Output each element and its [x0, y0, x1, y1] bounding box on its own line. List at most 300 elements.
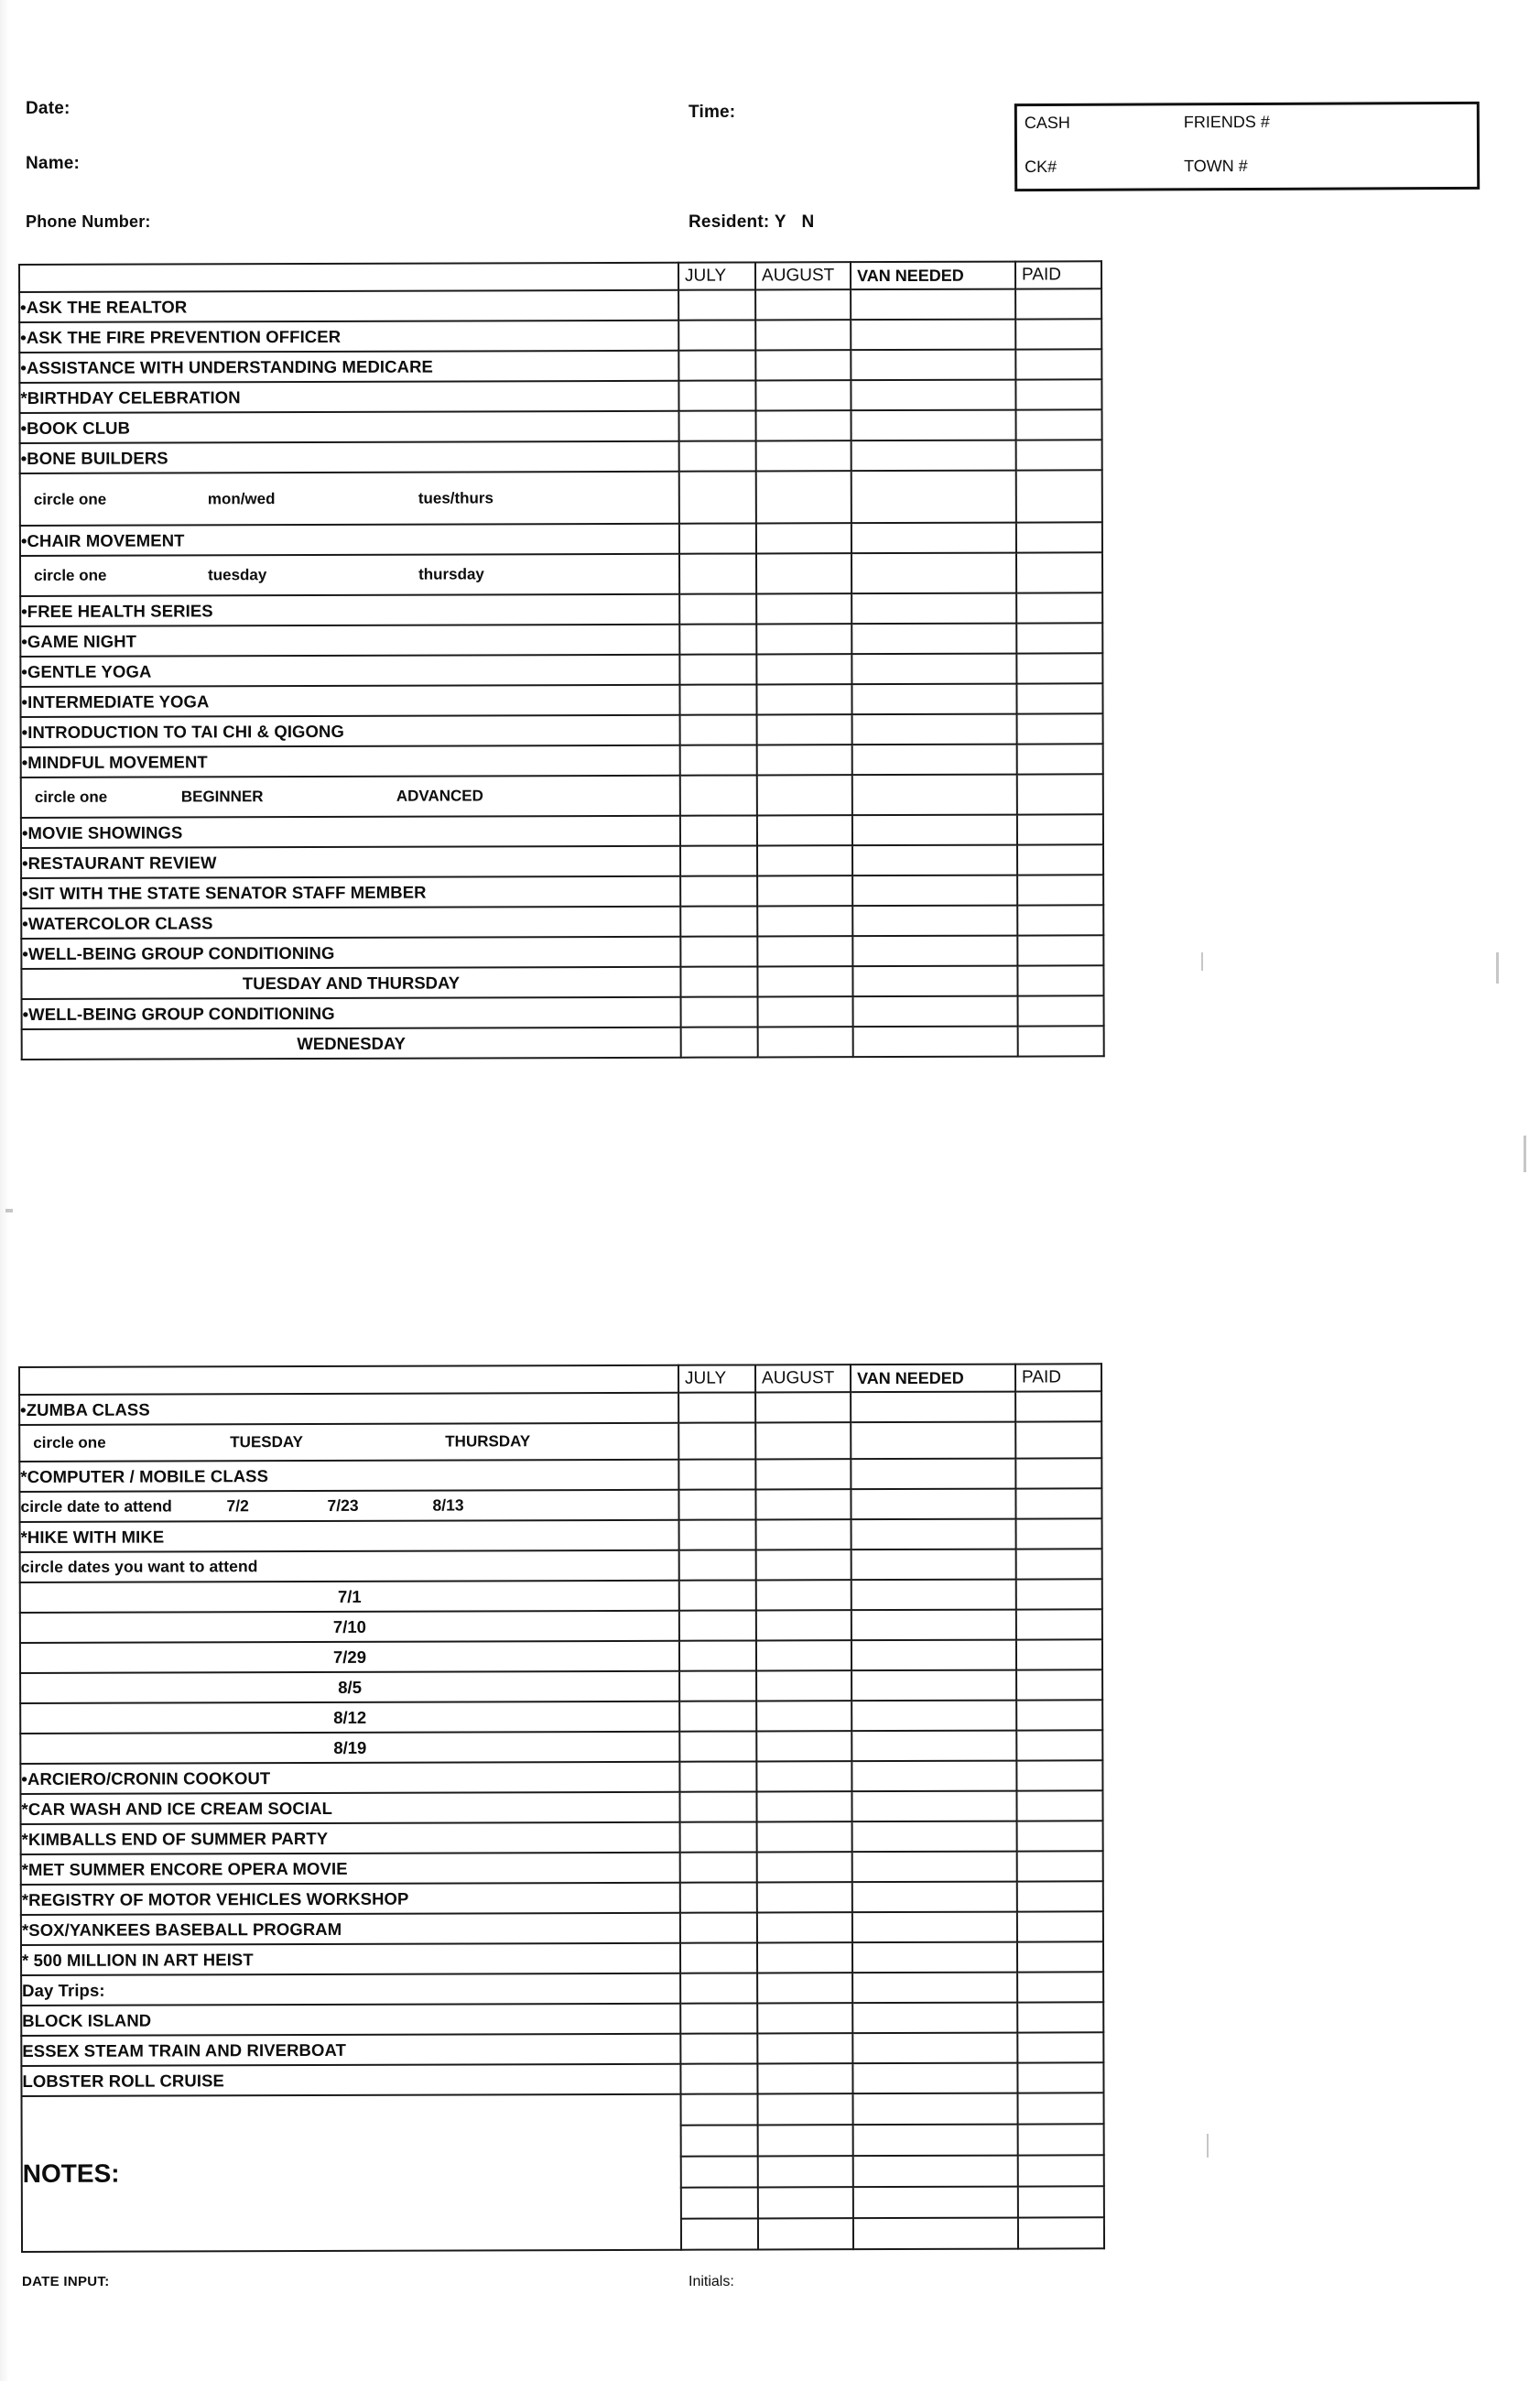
checkbox-cell[interactable] [1016, 653, 1102, 683]
table-row [20, 683, 1102, 717]
checkbox-cell[interactable] [1016, 1760, 1102, 1790]
checkbox-cell[interactable] [851, 350, 1015, 381]
checkbox-cell[interactable] [681, 2218, 758, 2249]
table-row [20, 470, 1102, 526]
checkbox-cell[interactable] [1017, 1972, 1103, 2002]
hike-date-option[interactable]: 7/10 [20, 1611, 679, 1643]
checkbox-cell[interactable] [852, 2033, 1017, 2064]
checkbox-cell[interactable] [1015, 1391, 1101, 1421]
checkbox-cell[interactable] [681, 2156, 758, 2187]
friends-number-label: FRIENDS # [1183, 112, 1270, 132]
checkbox-cell[interactable] [757, 936, 852, 966]
checkbox-cell[interactable] [680, 1912, 757, 1942]
program-name-cell[interactable]: •ARCIERO/CRONIN COOKOUT [20, 1762, 679, 1794]
checkbox-cell[interactable] [851, 1670, 1016, 1701]
checkbox-cell[interactable] [1018, 1026, 1104, 1056]
checkbox-cell[interactable] [852, 714, 1017, 745]
checkbox-cell[interactable] [679, 1549, 756, 1580]
circle-one-row[interactable] [20, 554, 679, 596]
checkbox-cell[interactable] [757, 1912, 852, 1942]
checkbox-cell[interactable] [758, 2187, 853, 2218]
checkbox-cell[interactable] [1017, 774, 1103, 814]
circle-option-2[interactable]: thursday [418, 565, 484, 583]
checkbox-cell[interactable] [851, 1422, 1015, 1460]
table-row [20, 623, 1102, 657]
checkbox-cell[interactable] [678, 1422, 755, 1459]
table-row [21, 713, 1103, 747]
checkbox-cell[interactable] [851, 380, 1015, 411]
checkbox-cell[interactable] [756, 471, 851, 523]
program-name-cell[interactable]: •GENTLE YOGA [20, 655, 679, 687]
checkbox-cell[interactable] [679, 1761, 756, 1791]
circle-option-2[interactable]: ADVANCED [396, 787, 483, 805]
checkbox-cell[interactable] [852, 745, 1017, 776]
checkbox-cell[interactable] [1017, 965, 1103, 995]
checkbox-cell[interactable] [851, 593, 1016, 625]
checkbox-cell[interactable] [757, 775, 852, 815]
checkbox-cell[interactable] [851, 410, 1016, 441]
program-name-cell[interactable]: ESSEX STEAM TRAIN AND RIVERBOAT [21, 2034, 680, 2066]
checkbox-cell[interactable] [1017, 2093, 1103, 2124]
checkbox-cell[interactable] [1015, 379, 1101, 409]
checkbox-cell[interactable] [853, 2125, 1018, 2157]
checkbox-cell[interactable] [1017, 1911, 1103, 1941]
circle-option-1[interactable]: TUESDAY [230, 1433, 303, 1451]
checkbox-cell[interactable] [680, 775, 757, 815]
checkbox-cell[interactable] [756, 684, 851, 714]
program-name-cell[interactable]: •ASK THE REALTOR [19, 290, 678, 322]
checkbox-cell[interactable] [1017, 1881, 1103, 1911]
checkbox-cell[interactable] [680, 2063, 757, 2093]
table-row [21, 744, 1103, 777]
checkbox-cell[interactable] [680, 2003, 757, 2033]
checkbox-cell[interactable] [852, 906, 1017, 937]
program-name-cell[interactable]: •CHAIR MOVEMENT [20, 524, 679, 556]
checkbox-cell[interactable] [1016, 470, 1102, 522]
hike-date-option[interactable]: 8/19 [20, 1732, 679, 1764]
checkbox-cell[interactable] [1016, 1579, 1102, 1609]
checkbox-cell[interactable] [756, 1670, 851, 1701]
scan-speck [1524, 1136, 1526, 1172]
checkbox-cell[interactable] [757, 1942, 852, 1973]
checkbox-cell[interactable] [1018, 2155, 1104, 2186]
checkbox-cell[interactable] [851, 1701, 1016, 1732]
checkbox-cell[interactable] [851, 1731, 1016, 1762]
checkbox-cell[interactable] [679, 1701, 756, 1731]
table-header-row [19, 261, 1101, 292]
program-name-cell[interactable]: *MET SUMMER ENCORE OPERA MOVIE [21, 1853, 680, 1885]
checkbox-cell[interactable] [756, 654, 851, 684]
checkbox-cell[interactable] [680, 906, 757, 936]
circle-one-lead: circle one [33, 1433, 106, 1451]
checkbox-cell[interactable] [852, 936, 1017, 967]
program-name-cell[interactable]: •ASK THE FIRE PREVENTION OFFICER [19, 321, 678, 353]
checkbox-cell[interactable] [851, 1392, 1015, 1423]
circle-one-lead: circle one [34, 788, 108, 806]
checkbox-cell[interactable] [1017, 744, 1103, 774]
checkbox-cell[interactable] [680, 745, 757, 775]
table-row [19, 379, 1101, 413]
checkbox-cell[interactable] [678, 1392, 755, 1422]
checkbox-cell[interactable] [852, 845, 1017, 876]
checkbox-cell[interactable] [1015, 288, 1101, 319]
circle-option-1[interactable]: mon/wed [207, 489, 276, 507]
resident-yes-no-options[interactable]: Y N [774, 212, 820, 232]
checkbox-cell[interactable] [758, 996, 853, 1027]
program-name-cell[interactable]: *COMPUTER / MOBILE CLASS [19, 1460, 678, 1492]
checkbox-cell[interactable] [680, 1821, 757, 1852]
checkbox-cell[interactable] [852, 966, 1017, 997]
checkbox-cell[interactable] [755, 1422, 851, 1459]
circle-one-row[interactable] [19, 1423, 678, 1462]
checkbox-cell[interactable] [680, 2033, 757, 2063]
checkbox-cell[interactable] [678, 289, 755, 320]
table-row [20, 1639, 1102, 1673]
checkbox-cell[interactable] [755, 320, 851, 350]
checkbox-cell[interactable] [851, 1761, 1016, 1792]
checkbox-cell[interactable] [755, 289, 851, 320]
checkbox-cell[interactable] [755, 1489, 851, 1519]
checkbox-cell[interactable] [757, 2063, 852, 2093]
checkbox-cell[interactable] [851, 471, 1016, 524]
checkbox-cell[interactable] [758, 1027, 853, 1057]
checkbox-cell[interactable] [1016, 593, 1102, 623]
checkbox-cell[interactable] [679, 471, 756, 523]
checkbox-cell[interactable] [680, 845, 757, 875]
checkbox-cell[interactable] [851, 1580, 1016, 1611]
checkbox-cell[interactable] [758, 2218, 853, 2249]
checkbox-cell[interactable] [853, 1027, 1018, 1058]
checkbox-cell[interactable] [757, 906, 852, 936]
checkbox-cell[interactable] [852, 875, 1017, 907]
checkbox-cell[interactable] [1015, 1458, 1101, 1488]
checkbox-cell[interactable] [1016, 1609, 1102, 1639]
checkbox-cell[interactable] [1016, 1639, 1102, 1669]
table-row [21, 1972, 1103, 2006]
program-name-cell[interactable]: •BONE BUILDERS [20, 441, 679, 473]
checkbox-cell[interactable] [681, 2187, 758, 2218]
program-name-cell[interactable]: •MOVIE SHOWINGS [21, 816, 680, 848]
checkbox-cell[interactable] [851, 1549, 1016, 1581]
program-name-cell[interactable]: BLOCK ISLAND [21, 2004, 680, 2036]
checkbox-cell[interactable] [1018, 2124, 1104, 2155]
checkbox-cell[interactable] [679, 1791, 756, 1821]
checkbox-cell[interactable] [1018, 2217, 1104, 2248]
checkbox-cell[interactable] [1016, 1549, 1102, 1579]
checkbox-cell[interactable] [679, 1670, 756, 1701]
checkbox-cell[interactable] [1017, 905, 1103, 935]
program-name-cell[interactable]: •WELL-BEING GROUP CONDITIONING [21, 937, 680, 969]
checkbox-cell[interactable] [679, 684, 756, 714]
checkbox-cell[interactable] [681, 1027, 758, 1057]
circle-date-row[interactable] [19, 1490, 678, 1522]
checkbox-cell[interactable] [1016, 552, 1102, 593]
checkbox-cell[interactable] [679, 1731, 756, 1761]
circle-date-option[interactable]: 7/23 [327, 1495, 359, 1515]
table-row [20, 1579, 1102, 1613]
checkbox-cell[interactable] [1017, 2002, 1103, 2032]
checkbox-cell[interactable] [757, 2093, 852, 2125]
checkbox-cell[interactable] [757, 2033, 852, 2063]
checkbox-cell[interactable] [757, 714, 852, 745]
checkbox-cell[interactable] [853, 2156, 1018, 2188]
checkbox-cell[interactable] [1015, 1488, 1101, 1518]
checkbox-cell[interactable] [680, 1973, 757, 2003]
checkbox-cell[interactable] [757, 815, 852, 845]
checkbox-cell[interactable] [853, 2218, 1018, 2250]
checkbox-cell[interactable] [679, 1640, 756, 1670]
circle-date-option[interactable]: 7/2 [226, 1496, 249, 1516]
checkbox-cell[interactable] [756, 593, 851, 624]
column-header-paid: PAID [1015, 1364, 1101, 1391]
checkbox-cell[interactable] [680, 1942, 757, 1973]
program-name-cell[interactable]: •MINDFUL MOVEMENT [21, 745, 680, 777]
checkbox-cell[interactable] [757, 1973, 852, 2003]
checkbox-cell[interactable] [1016, 522, 1102, 552]
hike-date-option[interactable]: 8/5 [20, 1671, 679, 1703]
checkbox-cell[interactable] [680, 1852, 757, 1882]
checkbox-cell[interactable] [680, 815, 757, 845]
program-name-cell[interactable]: •BOOK CLUB [20, 411, 679, 443]
checkbox-cell[interactable] [679, 410, 756, 440]
checkbox-cell[interactable] [1016, 683, 1102, 713]
checkbox-cell[interactable] [1016, 1700, 1102, 1730]
checkbox-cell[interactable] [756, 1791, 851, 1821]
checkbox-cell[interactable] [851, 1791, 1016, 1822]
checkbox-cell[interactable] [756, 1701, 851, 1731]
checkbox-cell[interactable] [756, 410, 851, 440]
checkbox-cell[interactable] [851, 684, 1016, 715]
checkbox-cell[interactable] [680, 1882, 757, 1912]
checkbox-cell[interactable] [853, 996, 1018, 1027]
checkbox-cell[interactable] [756, 523, 851, 553]
checkbox-cell[interactable] [680, 875, 757, 906]
program-name-cell[interactable]: •SIT WITH THE STATE SENATOR STAFF MEMBER [21, 876, 680, 908]
column-header-label [19, 1365, 678, 1395]
checkbox-cell[interactable] [852, 1882, 1017, 1913]
program-name-cell[interactable]: •WATERCOLOR CLASS [21, 907, 680, 939]
checkbox-cell[interactable] [1016, 409, 1102, 440]
checkbox-cell[interactable] [852, 1912, 1017, 1943]
checkbox-cell[interactable] [757, 875, 852, 906]
table-row [20, 552, 1102, 596]
checkbox-cell[interactable] [852, 1973, 1017, 2004]
hike-date-option[interactable]: 7/1 [20, 1581, 679, 1613]
checkbox-cell[interactable] [1016, 623, 1102, 653]
checkbox-cell[interactable] [757, 745, 852, 775]
program-name-cell[interactable]: •WELL-BEING GROUP CONDITIONING [22, 997, 681, 1029]
checkbox-cell[interactable] [1015, 349, 1101, 379]
program-name-cell[interactable]: •GAME NIGHT [20, 625, 679, 657]
table-row [19, 1391, 1101, 1425]
checkbox-cell[interactable] [851, 654, 1016, 685]
circle-one-row[interactable] [21, 776, 680, 818]
checkbox-cell[interactable] [756, 440, 851, 471]
program-name-cell[interactable]: Day Trips: [21, 1973, 680, 2006]
checkbox-cell[interactable] [852, 2003, 1017, 2034]
checkbox-cell[interactable] [681, 2125, 758, 2156]
checkbox-cell[interactable] [851, 1640, 1016, 1671]
checkbox-cell[interactable] [851, 624, 1016, 655]
checkbox-cell[interactable] [757, 845, 852, 875]
checkbox-cell[interactable] [1017, 814, 1103, 844]
checkbox-cell[interactable] [1016, 1730, 1102, 1760]
checkbox-cell[interactable] [853, 2187, 1018, 2219]
column-header-august: AUGUST [755, 262, 851, 289]
checkbox-cell[interactable] [1016, 1669, 1102, 1700]
program-name-cell[interactable]: •RESTAURANT REVIEW [21, 846, 680, 878]
checkbox-cell[interactable] [679, 1610, 756, 1640]
scan-speck [1201, 952, 1203, 971]
checkbox-cell[interactable] [1017, 2062, 1103, 2093]
notes-row [22, 2093, 1104, 2127]
hike-date-option[interactable]: 8/12 [20, 1701, 679, 1734]
checkbox-cell[interactable] [756, 1761, 851, 1791]
checkbox-cell[interactable] [679, 624, 756, 654]
table-row [21, 1941, 1103, 1975]
program-name-cell[interactable]: •INTRODUCTION TO TAI CHI & QIGONG [21, 715, 680, 747]
checkbox-cell[interactable] [852, 2063, 1017, 2094]
checkbox-cell[interactable] [757, 1852, 852, 1882]
checkbox-cell[interactable] [852, 1942, 1017, 1973]
checkbox-cell[interactable] [681, 996, 758, 1027]
checkbox-cell[interactable] [679, 593, 756, 624]
checkbox-cell[interactable] [756, 1580, 851, 1610]
checkbox-cell[interactable] [1017, 1851, 1103, 1881]
checkbox-cell[interactable] [852, 1821, 1017, 1853]
hike-date-option[interactable]: 7/29 [20, 1641, 679, 1673]
checkbox-cell[interactable] [757, 2003, 852, 2033]
circle-one-row[interactable] [20, 472, 679, 526]
checkbox-cell[interactable] [756, 1519, 851, 1549]
checkbox-cell[interactable] [1017, 844, 1103, 875]
checkbox-cell[interactable] [756, 1640, 851, 1670]
checkbox-cell[interactable] [1016, 440, 1102, 470]
program-name-cell[interactable]: *REGISTRY OF MOTOR VEHICLES WORKSHOP [21, 1883, 680, 1915]
checkbox-cell[interactable] [680, 966, 757, 996]
checkbox-cell[interactable] [851, 1519, 1016, 1550]
checkbox-cell[interactable] [679, 553, 756, 593]
checkbox-cell[interactable] [851, 553, 1016, 594]
program-name-cell[interactable]: *BIRTHDAY CELEBRATION [19, 381, 678, 413]
circle-option-1[interactable]: tuesday [208, 566, 267, 584]
checkbox-cell[interactable] [851, 440, 1016, 472]
checkbox-cell[interactable] [756, 1731, 851, 1761]
program-name-cell[interactable]: •INTERMEDIATE YOGA [20, 685, 679, 717]
checkbox-cell[interactable] [756, 1549, 851, 1580]
checkbox-cell[interactable] [678, 380, 755, 410]
table-row [21, 1911, 1103, 1945]
checkbox-cell[interactable] [756, 1610, 851, 1640]
table-row [19, 349, 1101, 383]
checkbox-cell[interactable] [680, 936, 757, 966]
program-name-cell[interactable]: *KIMBALLS END OF SUMMER PARTY [21, 1822, 680, 1854]
checkbox-cell[interactable] [1017, 2032, 1103, 2062]
program-name-cell[interactable]: * 500 MILLION IN ART HEIST [21, 1943, 680, 1975]
checkbox-cell[interactable] [680, 714, 757, 745]
checkbox-cell[interactable] [679, 1519, 756, 1549]
checkbox-cell[interactable] [851, 523, 1016, 554]
checkbox-cell[interactable] [679, 440, 756, 471]
program-name-cell[interactable]: •ZUMBA CLASS [19, 1393, 678, 1425]
checkbox-cell[interactable] [757, 966, 852, 996]
program-name-cell[interactable]: *HIKE WITH MIKE [20, 1520, 679, 1552]
checkbox-cell[interactable] [681, 2093, 758, 2125]
checkbox-cell[interactable] [756, 553, 851, 593]
program-name-cell[interactable]: •FREE HEALTH SERIES [20, 594, 679, 626]
circle-option-2[interactable]: tues/thurs [418, 488, 494, 507]
checkbox-cell[interactable] [1018, 2186, 1104, 2217]
table-row [21, 1851, 1103, 1885]
checkbox-cell[interactable] [1017, 935, 1103, 965]
circle-option-1[interactable]: BEGINNER [180, 788, 264, 806]
table-row [19, 288, 1101, 322]
checkbox-cell[interactable] [756, 624, 851, 654]
table-header-row [19, 1364, 1101, 1395]
notes-label[interactable]: NOTES: [22, 2094, 682, 2252]
checkbox-cell[interactable] [1016, 1790, 1102, 1821]
checkbox-cell[interactable] [755, 350, 851, 380]
checkbox-cell[interactable] [851, 289, 1015, 321]
checkbox-cell[interactable] [1017, 1821, 1103, 1851]
column-header-label [19, 263, 678, 292]
checkbox-cell[interactable] [758, 2125, 853, 2156]
table-row [22, 995, 1104, 1029]
program-name-cell[interactable]: •ASSISTANCE WITH UNDERSTANDING MEDICARE [19, 351, 678, 383]
checkbox-cell[interactable] [852, 815, 1017, 846]
checkbox-cell[interactable] [678, 1459, 755, 1489]
checkbox-cell[interactable] [678, 320, 755, 350]
checkbox-cell[interactable] [1018, 995, 1104, 1026]
checkbox-cell[interactable] [1016, 1518, 1102, 1549]
checkbox-cell[interactable] [1017, 713, 1103, 744]
checkbox-cell[interactable] [678, 350, 755, 380]
table-row [20, 653, 1102, 687]
checkbox-cell[interactable] [757, 1821, 852, 1852]
checkbox-cell[interactable] [1015, 1421, 1101, 1458]
column-header-august: AUGUST [755, 1364, 851, 1392]
check-number-label: CK# [1025, 157, 1057, 177]
checkbox-cell[interactable] [757, 1882, 852, 1912]
program-name-cell[interactable]: LOBSTER ROLL CRUISE [21, 2064, 680, 2096]
checkbox-cell[interactable] [758, 2156, 853, 2187]
checkbox-cell[interactable] [679, 1580, 756, 1610]
checkbox-cell[interactable] [755, 380, 851, 410]
checkbox-cell[interactable] [1017, 1941, 1103, 1972]
checkbox-cell[interactable] [851, 1459, 1015, 1490]
checkbox-cell[interactable] [851, 1489, 1015, 1520]
instruction-text: circle dates you want to attend [20, 1550, 679, 1582]
program-name-cell[interactable]: *SOX/YANKEES BASEBALL PROGRAM [21, 1913, 680, 1945]
checkbox-cell[interactable] [852, 775, 1017, 816]
checkbox-cell[interactable] [1015, 319, 1101, 349]
circle-one-lead: circle one [33, 490, 107, 508]
checkbox-cell[interactable] [679, 523, 756, 553]
checkbox-cell[interactable] [755, 1459, 851, 1489]
table-row [19, 1458, 1101, 1492]
checkbox-cell[interactable] [851, 1610, 1016, 1641]
checkbox-cell[interactable] [852, 2093, 1017, 2126]
circle-date-option[interactable]: 8/13 [432, 1495, 464, 1515]
checkbox-cell[interactable] [1017, 875, 1103, 905]
checkbox-cell[interactable] [679, 654, 756, 684]
checkbox-cell[interactable] [678, 1489, 755, 1519]
checkbox-cell[interactable] [851, 320, 1015, 351]
checkbox-cell[interactable] [852, 1852, 1017, 1883]
checkbox-cell[interactable] [755, 1392, 851, 1422]
program-name-cell[interactable]: *CAR WASH AND ICE CREAM SOCIAL [20, 1792, 679, 1824]
circle-option-2[interactable]: THURSDAY [445, 1432, 531, 1451]
